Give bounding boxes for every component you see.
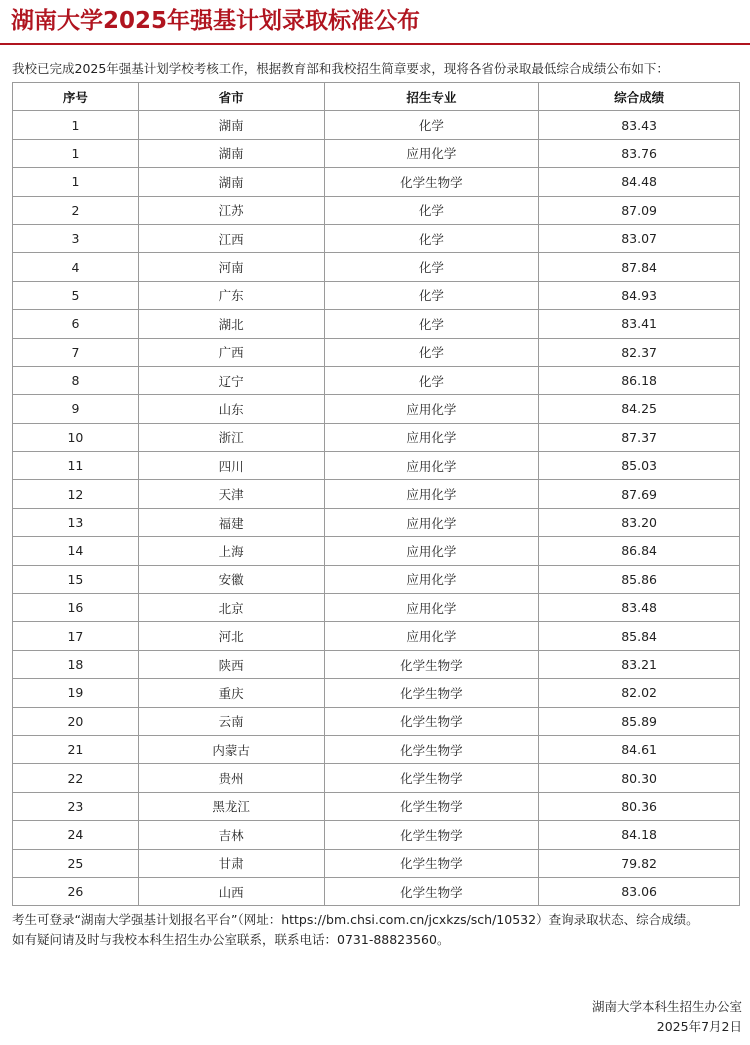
cell-score: 83.21 bbox=[539, 650, 740, 678]
cell-province: 湖南 bbox=[138, 168, 324, 196]
cell-index: 16 bbox=[13, 594, 139, 622]
admission-score-table bbox=[12, 82, 740, 906]
cell-major: 应用化学 bbox=[324, 139, 539, 167]
cell-major: 化学生物学 bbox=[324, 650, 539, 678]
cell-major: 化学 bbox=[324, 196, 539, 224]
cell-major: 化学 bbox=[324, 310, 539, 338]
cell-province: 黑龙江 bbox=[138, 792, 324, 820]
cell-major: 化学生物学 bbox=[324, 849, 539, 877]
cell-score: 79.82 bbox=[539, 849, 740, 877]
cell-province: 山西 bbox=[138, 877, 324, 905]
cell-province: 河南 bbox=[138, 253, 324, 281]
table-row bbox=[13, 877, 740, 905]
cell-score: 83.76 bbox=[539, 139, 740, 167]
table-row bbox=[13, 310, 740, 338]
publish-date: 2025年7月2日 bbox=[656, 1019, 742, 1034]
cell-index: 4 bbox=[13, 253, 139, 281]
cell-score: 85.89 bbox=[539, 707, 740, 735]
cell-index: 12 bbox=[13, 480, 139, 508]
table-row bbox=[13, 679, 740, 707]
cell-index: 7 bbox=[13, 338, 139, 366]
table-row bbox=[13, 366, 740, 394]
cell-score: 84.48 bbox=[539, 168, 740, 196]
cell-score: 85.03 bbox=[539, 452, 740, 480]
cell-index: 9 bbox=[13, 395, 139, 423]
cell-score: 83.20 bbox=[539, 508, 740, 536]
cell-score: 84.18 bbox=[539, 821, 740, 849]
cell-score: 83.43 bbox=[539, 111, 740, 139]
cell-index: 14 bbox=[13, 537, 139, 565]
cell-score: 85.84 bbox=[539, 622, 740, 650]
contact-note: 如有疑问请及时与我校本科生招生办公室联系，联系电话：0731-88823560。 bbox=[12, 932, 450, 947]
cell-index: 26 bbox=[13, 877, 139, 905]
table-row bbox=[13, 452, 740, 480]
column-header-score: 综合成绩 bbox=[539, 83, 740, 111]
column-header-major: 招生专业 bbox=[324, 83, 539, 111]
cell-province: 湖南 bbox=[138, 111, 324, 139]
cell-major: 应用化学 bbox=[324, 423, 539, 451]
cell-province: 内蒙古 bbox=[138, 735, 324, 763]
cell-major: 化学生物学 bbox=[324, 821, 539, 849]
cell-index: 19 bbox=[13, 679, 139, 707]
cell-province: 天津 bbox=[138, 480, 324, 508]
cell-index: 3 bbox=[13, 224, 139, 252]
table-row bbox=[13, 139, 740, 167]
table-row bbox=[13, 764, 740, 792]
table-row bbox=[13, 508, 740, 536]
intro-text: 我校已完成2025年强基计划学校考核工作，根据教育部和我校招生简章要求，现将各省份录取最低综合成绩公布如下： bbox=[12, 61, 669, 76]
table-row bbox=[13, 395, 740, 423]
cell-province: 江苏 bbox=[138, 196, 324, 224]
table-row bbox=[13, 821, 740, 849]
cell-province: 陕西 bbox=[138, 650, 324, 678]
cell-major: 应用化学 bbox=[324, 508, 539, 536]
cell-score: 86.84 bbox=[539, 537, 740, 565]
cell-index: 23 bbox=[13, 792, 139, 820]
office-name: 湖南大学本科生招生办公室 bbox=[591, 999, 742, 1014]
cell-province: 河北 bbox=[138, 622, 324, 650]
cell-score: 83.48 bbox=[539, 594, 740, 622]
cell-major: 化学生物学 bbox=[324, 168, 539, 196]
table-row bbox=[13, 480, 740, 508]
cell-major: 化学 bbox=[324, 224, 539, 252]
cell-score: 87.69 bbox=[539, 480, 740, 508]
cell-score: 86.18 bbox=[539, 366, 740, 394]
table-row bbox=[13, 281, 740, 309]
cell-province: 湖南 bbox=[138, 139, 324, 167]
cell-province: 重庆 bbox=[138, 679, 324, 707]
cell-major: 应用化学 bbox=[324, 565, 539, 593]
cell-major: 化学 bbox=[324, 111, 539, 139]
title-bar bbox=[11, 4, 750, 38]
cell-major: 化学生物学 bbox=[324, 735, 539, 763]
table-row bbox=[13, 594, 740, 622]
table-row bbox=[13, 168, 740, 196]
page-title: 湖南大学2025年强基计划录取标准公布 bbox=[11, 8, 421, 34]
cell-major: 化学生物学 bbox=[324, 764, 539, 792]
cell-major: 化学生物学 bbox=[324, 792, 539, 820]
cell-major: 应用化学 bbox=[324, 537, 539, 565]
cell-index: 11 bbox=[13, 452, 139, 480]
cell-province: 湖北 bbox=[138, 310, 324, 338]
cell-major: 化学生物学 bbox=[324, 877, 539, 905]
cell-major: 化学 bbox=[324, 338, 539, 366]
cell-index: 1 bbox=[13, 139, 139, 167]
cell-index: 20 bbox=[13, 707, 139, 735]
cell-score: 87.84 bbox=[539, 253, 740, 281]
cell-index: 13 bbox=[13, 508, 139, 536]
platform-note: 考生可登录“湖南大学强基计划报名平台”（网址：https://bm.chsi.com.cn/jcxkzs/sch/10532）查询录取状态、综合成绩。 bbox=[12, 912, 699, 927]
cell-major: 化学 bbox=[324, 366, 539, 394]
cell-score: 84.61 bbox=[539, 735, 740, 763]
cell-major: 应用化学 bbox=[324, 452, 539, 480]
table-row bbox=[13, 565, 740, 593]
cell-province: 山东 bbox=[138, 395, 324, 423]
cell-index: 21 bbox=[13, 735, 139, 763]
cell-index: 15 bbox=[13, 565, 139, 593]
cell-major: 应用化学 bbox=[324, 480, 539, 508]
cell-province: 福建 bbox=[138, 508, 324, 536]
cell-score: 80.36 bbox=[539, 792, 740, 820]
cell-index: 1 bbox=[13, 111, 139, 139]
column-header-index: 序号 bbox=[13, 83, 139, 111]
table-row bbox=[13, 537, 740, 565]
cell-province: 上海 bbox=[138, 537, 324, 565]
cell-major: 应用化学 bbox=[324, 594, 539, 622]
cell-province: 北京 bbox=[138, 594, 324, 622]
cell-index: 25 bbox=[13, 849, 139, 877]
cell-score: 87.09 bbox=[539, 196, 740, 224]
cell-province: 甘肃 bbox=[138, 849, 324, 877]
table-row bbox=[13, 338, 740, 366]
cell-index: 18 bbox=[13, 650, 139, 678]
cell-index: 24 bbox=[13, 821, 139, 849]
cell-score: 87.37 bbox=[539, 423, 740, 451]
table-row bbox=[13, 423, 740, 451]
cell-score: 82.37 bbox=[539, 338, 740, 366]
cell-province: 云南 bbox=[138, 707, 324, 735]
cell-province: 广东 bbox=[138, 281, 324, 309]
signature-block bbox=[592, 997, 742, 1037]
column-header-province: 省市 bbox=[138, 83, 324, 111]
cell-score: 84.25 bbox=[539, 395, 740, 423]
footnote bbox=[12, 910, 740, 950]
cell-index: 6 bbox=[13, 310, 139, 338]
cell-major: 应用化学 bbox=[324, 622, 539, 650]
cell-province: 江西 bbox=[138, 224, 324, 252]
cell-score: 83.41 bbox=[539, 310, 740, 338]
table-row bbox=[13, 707, 740, 735]
table-row bbox=[13, 196, 740, 224]
cell-score: 85.86 bbox=[539, 565, 740, 593]
cell-major: 化学 bbox=[324, 281, 539, 309]
cell-index: 8 bbox=[13, 366, 139, 394]
cell-index: 1 bbox=[13, 168, 139, 196]
title-divider bbox=[0, 43, 750, 45]
table-row bbox=[13, 735, 740, 763]
cell-score: 84.93 bbox=[539, 281, 740, 309]
cell-province: 贵州 bbox=[138, 764, 324, 792]
table-row bbox=[13, 622, 740, 650]
cell-major: 化学 bbox=[324, 253, 539, 281]
cell-index: 10 bbox=[13, 423, 139, 451]
cell-province: 安徽 bbox=[138, 565, 324, 593]
table-row bbox=[13, 650, 740, 678]
cell-major: 应用化学 bbox=[324, 395, 539, 423]
cell-score: 82.02 bbox=[539, 679, 740, 707]
table-row bbox=[13, 111, 740, 139]
cell-score: 83.06 bbox=[539, 877, 740, 905]
cell-index: 2 bbox=[13, 196, 139, 224]
table-body bbox=[13, 111, 740, 906]
table-row bbox=[13, 792, 740, 820]
table-row bbox=[13, 849, 740, 877]
table-row bbox=[13, 253, 740, 281]
cell-province: 吉林 bbox=[138, 821, 324, 849]
cell-province: 辽宁 bbox=[138, 366, 324, 394]
cell-index: 22 bbox=[13, 764, 139, 792]
table-row bbox=[13, 224, 740, 252]
table-header-row bbox=[13, 83, 740, 111]
cell-major: 化学生物学 bbox=[324, 679, 539, 707]
cell-province: 浙江 bbox=[138, 423, 324, 451]
cell-province: 四川 bbox=[138, 452, 324, 480]
cell-score: 80.30 bbox=[539, 764, 740, 792]
cell-score: 83.07 bbox=[539, 224, 740, 252]
cell-major: 化学生物学 bbox=[324, 707, 539, 735]
cell-index: 17 bbox=[13, 622, 139, 650]
cell-index: 5 bbox=[13, 281, 139, 309]
cell-province: 广西 bbox=[138, 338, 324, 366]
